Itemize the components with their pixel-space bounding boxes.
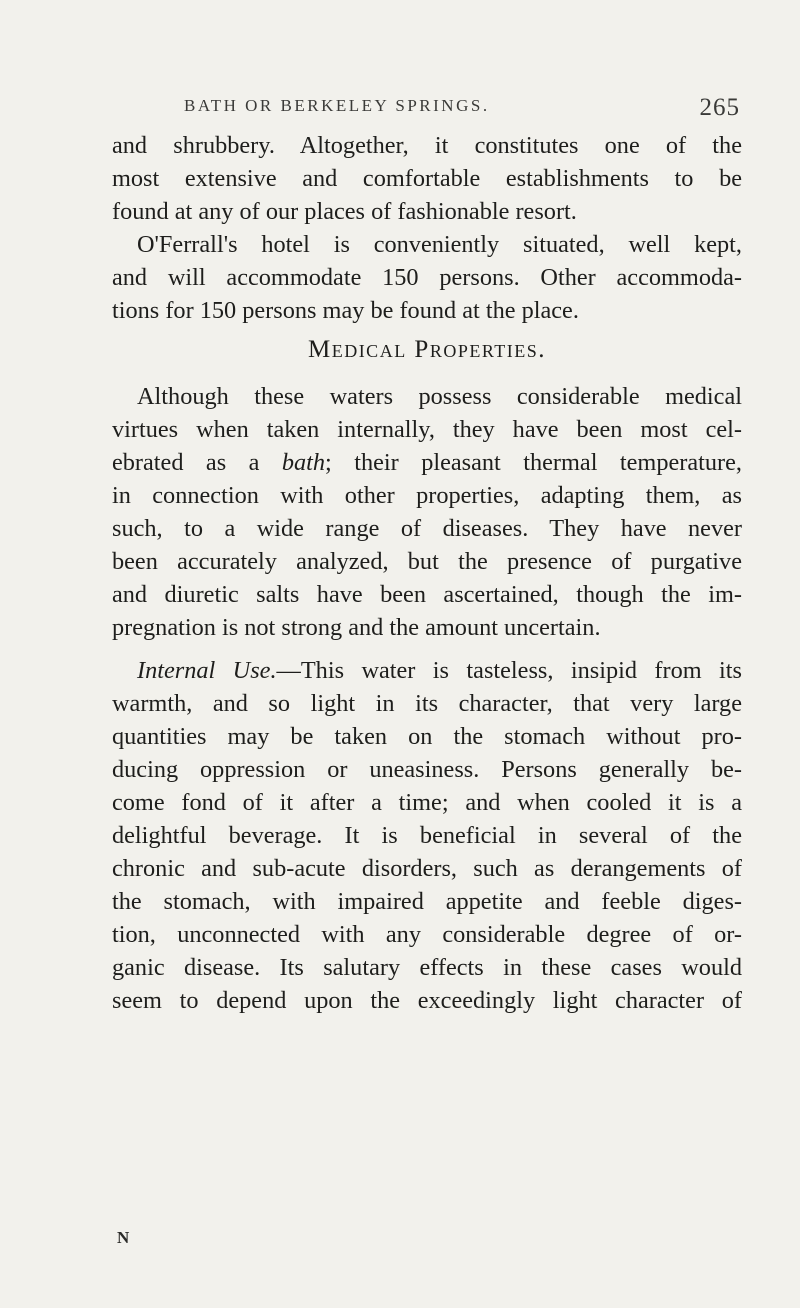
- text-line: and shrubbery. Altogether, it constitutes one of the: [112, 132, 742, 159]
- signature-mark: N: [117, 1228, 130, 1247]
- subheading-internal-use: Internal Use.: [137, 657, 277, 684]
- text-line: tion, unconnected with any considerable degree of or-: [112, 921, 742, 948]
- text-line: been accurately analyzed, but the presence of purgative: [112, 548, 742, 575]
- text-line: such, to a wide range of diseases. They have never: [112, 515, 742, 542]
- running-head: [112, 94, 740, 124]
- running-title: BATH OR BERKELEY SPRINGS.: [184, 96, 490, 115]
- text-fragment: —This water is tasteless, insipid from its: [276, 657, 742, 684]
- text-line: pregnation is not strong and the amount uncertain.: [112, 614, 601, 641]
- text-line: found at any of our places of fashionable resort.: [112, 198, 577, 225]
- text-line: [112, 654, 742, 687]
- text-line: ganic disease. Its salutary effects in these cases would: [112, 954, 742, 981]
- text-line: ducing oppression or uneasiness. Persons generally be-: [112, 756, 742, 783]
- text-line: and will accommodate 150 persons. Other accommoda-: [112, 264, 742, 291]
- text-line: O'Ferrall's hotel is conveniently situated, well kept,: [137, 231, 742, 258]
- text-line: tions for 150 persons may be found at the place.: [112, 297, 579, 324]
- text-line: chronic and sub-acute disorders, such as derangements of: [112, 855, 742, 882]
- text-line: warmth, and so light in its character, that very large: [112, 690, 742, 717]
- text-line: and diuretic salts have been ascertained, though the im-: [112, 581, 742, 608]
- text-line: [112, 446, 742, 479]
- text-line: virtues when taken internally, they have been most cel-: [112, 416, 742, 443]
- text-fragment: ebrated as a: [112, 449, 282, 476]
- emphasis-bath: bath: [281, 449, 326, 476]
- text-line: delightful beverage. It is beneficial in several of the: [112, 822, 742, 849]
- text-line: in connection with other properties, adapting them, as: [112, 482, 742, 509]
- section-heading: Medical Properties.: [307, 336, 547, 363]
- text-line: seem to depend upon the exceedingly light character of: [112, 987, 742, 1014]
- text-line: quantities may be taken on the stomach without pro-: [112, 723, 742, 750]
- text-line: come fond of it after a time; and when cooled it is a: [112, 789, 742, 816]
- paragraph-gap: [112, 644, 742, 654]
- body-text: [112, 129, 742, 1017]
- text-line: Although these waters possess considerable medical: [137, 383, 742, 410]
- text-fragment: ; their pleasant thermal temperature,: [325, 449, 742, 476]
- text-line: the stomach, with impaired appetite and feeble diges-: [112, 888, 742, 915]
- text-line: most extensive and comfortable establishments to be: [112, 165, 742, 192]
- page-number: 265: [699, 94, 740, 121]
